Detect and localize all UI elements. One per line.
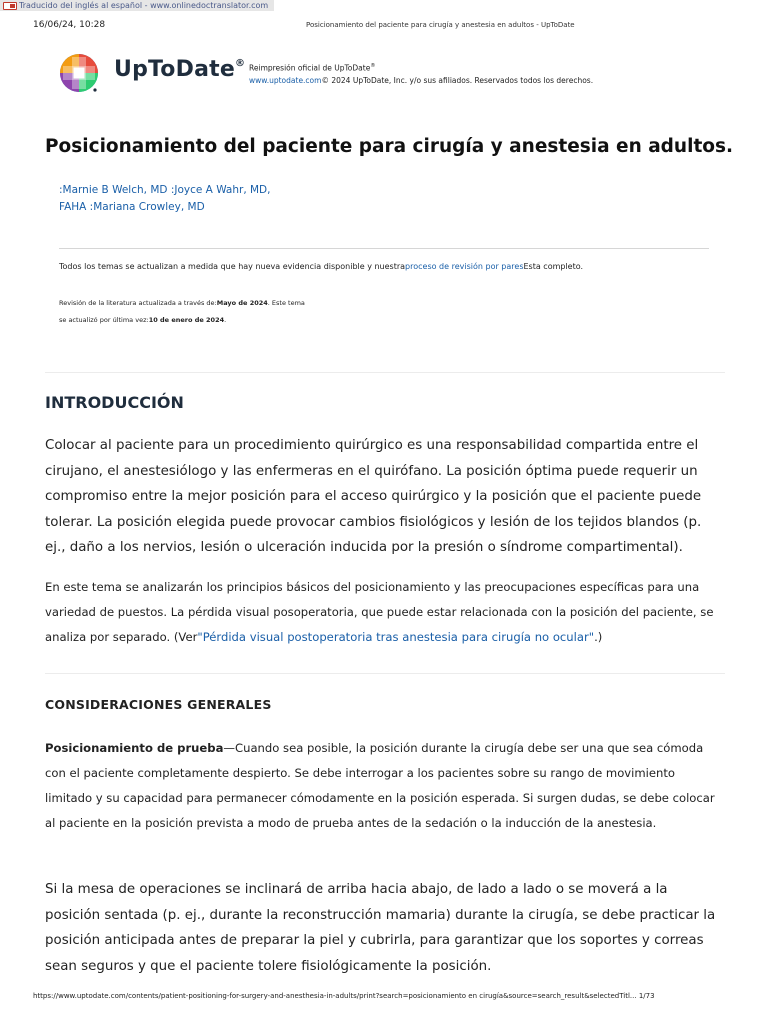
footer-page: 1/73	[638, 992, 655, 1000]
peer-review-link[interactable]: proceso de revisión por pares	[405, 262, 524, 271]
author-list: :Marnie B Welch, MD :Joyce A Wahr, MD, FAHA :Mariana Crowley, MD	[59, 184, 271, 213]
table-tilt-paragraph: Si la mesa de operaciones se inclinará de arriba hacia abajo, de lado a lado o se moverá a la posición sentada (p. ej., durante la reconstrucción mamaria) durante la cirugía, se debe practicar la posición anticipada antes de preparar la piel y cubrirla, para garantizar que los soportes y correas sean seguros y que el paciente tolere fisiológicamente la posición.	[45, 882, 716, 974]
section-heading-introduction: INTRODUCCIÓN	[45, 393, 184, 412]
author-link[interactable]: Marnie B Welch, MD	[62, 184, 168, 196]
translator-banner-text[interactable]: Traducido del inglés al español - www.onlinedoctranslator.com	[19, 1, 269, 10]
uptodate-site-link[interactable]: www.uptodate.com	[249, 75, 322, 85]
author-link[interactable]: Joyce A Wahr, MD,	[174, 184, 271, 196]
intro-paragraph: Colocar al paciente para un procedimiento quirúrgico es una responsabilidad compartida entre el cirujano, el anestesiólogo y las enfermeras en el quirófano. La posición óptima puede requerir un compromiso entre la mejor posición para el acceso quirúrgico y la posición que el paciente puede tolerar. La posición elegida puede provocar cambios fisiológicos y lesión de los tejidos blandos (p. ej., daño a los nervios, lesión o ulceración inducida por la presión o síndrome compartimental).	[45, 438, 702, 555]
translate-icon	[3, 2, 17, 10]
update-note: Todos los temas se actualizan a medida que hay nueva evidencia disponible y nuestraproceso de revisión por paresEsta completo.	[59, 262, 584, 271]
intro-paragraph-2: En este tema se analizarán los principios básicos del posicionamiento y las preocupaciones específicas para una variedad de puestos. La pérdida visual posoperatoria, que puede estar relacionada con la posición del paciente, se analiza por separado. (Ver"Pérdida visual postoperatoria tras anestesia para cirugía no ocular".)	[45, 580, 714, 644]
divider	[45, 372, 725, 373]
brand-header	[59, 53, 679, 95]
print-date: 16/06/24, 10:28	[33, 20, 106, 30]
section-heading-general: CONSIDERACIONES GENERALES	[45, 697, 272, 712]
print-footer	[33, 992, 733, 1000]
page-title: Posicionamiento del paciente para cirugía y anestesia en adultos.	[45, 136, 734, 157]
trial-positioning-label: Posicionamiento de prueba	[45, 741, 224, 755]
footer-url: https://www.uptodate.com/contents/patient-positioning-for-surgery-and-anesthesia-in-adults/print?search=posicionamiento en cirugía&source=search_result&selectedTitl...	[33, 992, 637, 1000]
translator-banner[interactable]	[0, 0, 274, 11]
visual-loss-link[interactable]: "Pérdida visual postoperatoria tras anestesia para cirugía no ocular"	[197, 630, 595, 644]
print-doc-title: Posicionamiento del paciente para cirugía y anestesia en adultos - UpToDate	[306, 21, 575, 29]
reprint-notice: Reimpresión oficial de UpToDate® www.uptodate.com© 2024 UpToDate, Inc. y/o sus afiliados. Reservados todos los derechos.	[249, 63, 594, 85]
uptodate-logo-text: UpToDate®	[114, 57, 246, 82]
divider	[45, 673, 725, 674]
revision-info: Revisión de la literatura actualizada a través de:Mayo de 2024. Este tema se actualizó por última vez:10 de enero de 2024.	[59, 299, 305, 324]
divider	[59, 248, 709, 249]
uptodate-logo-icon	[59, 53, 99, 93]
author-link[interactable]: Mariana Crowley, MD	[93, 201, 205, 213]
print-header	[33, 20, 735, 32]
copyright-text: © 2024 UpToDate, Inc. y/o sus afiliados. Reservados todos los derechos.	[321, 75, 594, 85]
trial-positioning-paragraph: Posicionamiento de prueba—Cuando sea posible, la posición durante la cirugía debe ser una que sea cómoda con el paciente completamente despierto. Se debe interrogar a los pacientes sobre su rango de movimiento limitado y su capacidad para permanecer cómodamente en la posición esperada. Si surgen dudas, se debe colocar al paciente en la posición prevista a modo de prueba antes de la sedación o la inducción de la anestesia.	[45, 741, 715, 830]
